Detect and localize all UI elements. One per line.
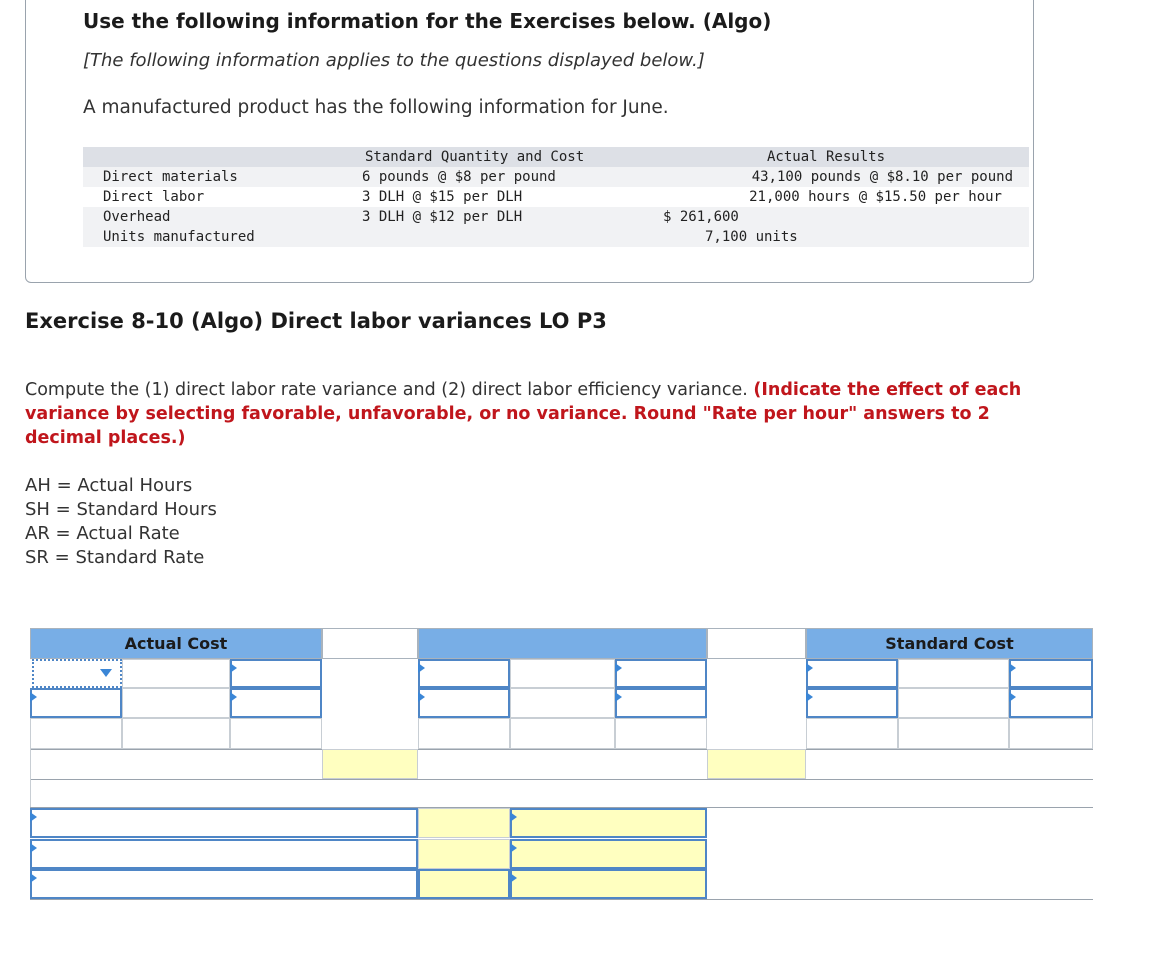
- actual-cost-label-input[interactable]: [30, 688, 122, 718]
- legend-item: AH = Actual Hours: [25, 475, 193, 496]
- standard-label-input[interactable]: [806, 659, 898, 688]
- legend-item: SR = Standard Rate: [25, 547, 205, 568]
- grid-cell: [898, 659, 1009, 688]
- header-actual: Actual Results: [767, 149, 886, 165]
- summary-label-select[interactable]: [30, 808, 418, 838]
- prompt-instruction: (Indicate the effect of each variance by selecting favorable, unfavorable, or no variance. Round "Rate per hour" answers to 2 decimal places.): [25, 380, 1022, 448]
- row-divider: [30, 899, 1093, 900]
- row-label: Direct materials: [103, 169, 238, 185]
- info-title: Use the following information for the Exercises below. (Algo): [83, 9, 772, 33]
- header-spacer: [322, 628, 418, 659]
- grid-cell: [122, 688, 230, 718]
- grid-cell: [898, 718, 1009, 749]
- grid-cell: [122, 718, 230, 749]
- summary-amount-cell: [418, 808, 510, 838]
- grid-cell: [418, 718, 510, 749]
- summary-effect-select[interactable]: [510, 869, 707, 899]
- efficiency-variance-output: [707, 749, 806, 779]
- table-row-band: [83, 207, 1029, 227]
- actual-cost-label-select[interactable]: [32, 659, 122, 688]
- actual-cost-total: [230, 718, 322, 749]
- grid-cell: [510, 688, 615, 718]
- row-actual: 43,100 pounds @ $8.10 per pound: [751, 169, 1013, 185]
- abbreviation-legend: [25, 474, 217, 570]
- row-standard: 3 DLH @ $15 per DLH: [362, 189, 523, 205]
- row-label: Units manufactured: [103, 229, 255, 245]
- info-intro: A manufactured product has the following information for June.: [83, 97, 669, 118]
- summary-amount-cell: [418, 839, 510, 869]
- middle-label-input[interactable]: [418, 659, 510, 688]
- legend-item: SH = Standard Hours: [25, 499, 217, 520]
- row-label: Overhead: [103, 209, 171, 225]
- actual-cost-header: Actual Cost: [30, 628, 322, 659]
- grid-cell: [898, 688, 1009, 718]
- actual-cost-input[interactable]: [230, 659, 322, 688]
- middle-total: [615, 718, 707, 749]
- row-divider: [30, 779, 1093, 780]
- data-table: [83, 147, 1029, 247]
- middle-label-input[interactable]: [418, 688, 510, 718]
- standard-cost-header: Standard Cost: [806, 628, 1093, 659]
- row-divider: [30, 749, 1093, 750]
- prompt-text: Compute the (1) direct labor rate variance and (2) direct labor efficiency variance.: [25, 380, 754, 400]
- summary-amount-input[interactable]: [418, 869, 510, 899]
- row-standard: 3 DLH @ $12 per DLH: [362, 209, 523, 225]
- summary-effect-select[interactable]: [510, 839, 707, 869]
- grid-cell: [510, 718, 615, 749]
- row-actual: $ 261,600: [663, 209, 739, 225]
- actual-cost-input[interactable]: [230, 688, 322, 718]
- info-note: [The following information applies to the questions displayed below.]: [83, 50, 705, 71]
- standard-label-input[interactable]: [806, 688, 898, 718]
- row-actual: 21,000 hours @ $15.50 per hour: [749, 189, 1002, 205]
- row-actual: 7,100 units: [705, 229, 798, 245]
- grid-cell: [510, 659, 615, 688]
- legend-item: AR = Actual Rate: [25, 523, 180, 544]
- standard-value-input[interactable]: [1009, 659, 1093, 688]
- grid-cell: [806, 718, 898, 749]
- header-spacer: [707, 628, 806, 659]
- middle-value-input[interactable]: [615, 659, 707, 688]
- grid-border: [30, 749, 31, 808]
- middle-header: [418, 628, 707, 659]
- exercise-title: Exercise 8-10 (Algo) Direct labor variances LO P3: [25, 309, 607, 333]
- summary-effect-select[interactable]: [510, 808, 707, 838]
- standard-cost-total: [1009, 718, 1093, 749]
- summary-label-select[interactable]: [30, 839, 418, 869]
- grid-cell: [122, 659, 230, 688]
- grid-cell: [30, 718, 122, 749]
- standard-value-input[interactable]: [1009, 688, 1093, 718]
- row-standard: 6 pounds @ $8 per pound: [362, 169, 556, 185]
- header-standard: Standard Quantity and Cost: [365, 149, 585, 165]
- summary-label-select[interactable]: [30, 869, 418, 899]
- exercise-prompt: [25, 378, 1050, 450]
- middle-value-input[interactable]: [615, 688, 707, 718]
- rate-variance-output: [322, 749, 418, 779]
- row-label: Direct labor: [103, 189, 205, 205]
